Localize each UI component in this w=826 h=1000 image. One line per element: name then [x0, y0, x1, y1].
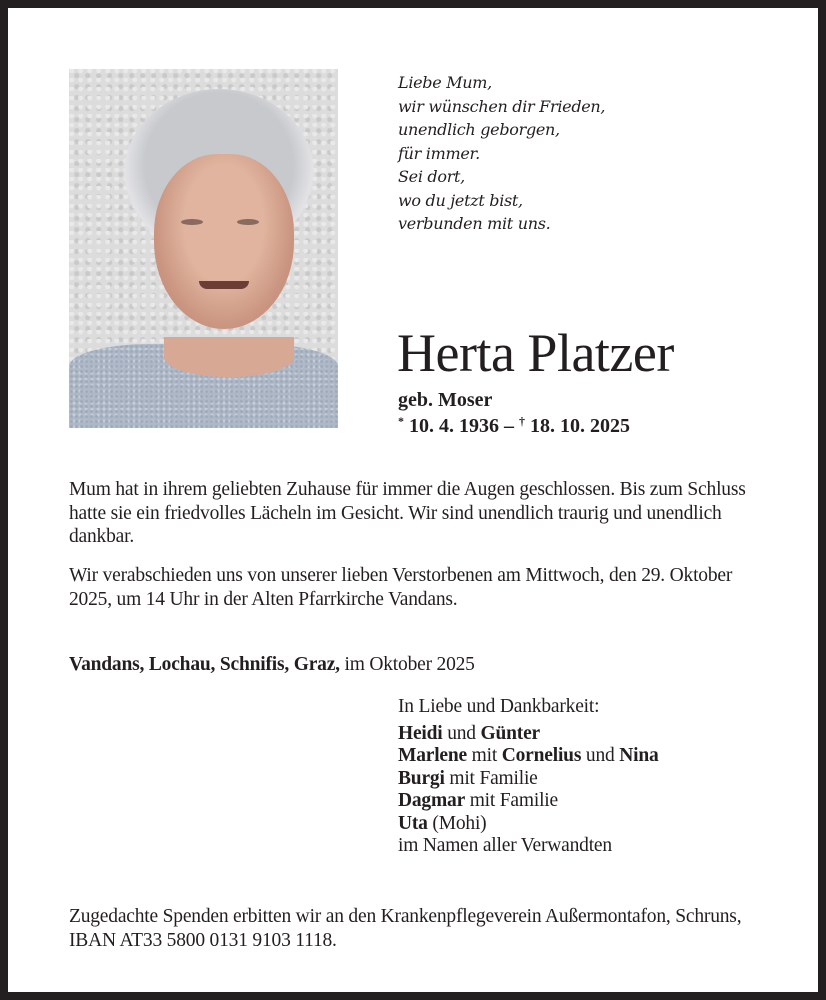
mourner-connector: und	[581, 745, 620, 766]
poem-line: wir wünschen dir Frieden,	[398, 96, 606, 116]
funeral-details-paragraph: Wir verabschieden uns von unserer lieben Verstorbenen am Mittwoch, den 29. Oktober 2025, um 14 Uhr in der Alten Pfarrkirche Vandans.	[69, 565, 733, 610]
mourner-connector: mit Familie	[444, 767, 538, 789]
obituary-sheet	[8, 8, 818, 992]
mourner-connector: mit	[466, 745, 502, 766]
poem-line: unendlich geborgen,	[398, 120, 560, 139]
maiden-name: geb. Moser	[398, 389, 493, 411]
life-dates	[398, 409, 630, 438]
deceased-name: Herta Platzer	[397, 323, 674, 383]
mourner-line	[398, 768, 659, 791]
poem-line: verbunden mit uns.	[398, 214, 551, 233]
birth-star-icon: *	[398, 414, 404, 428]
mourner-line	[398, 835, 659, 858]
mourner-list	[398, 723, 659, 858]
notice-date: im Oktober 2025	[339, 654, 475, 675]
mourner-connector: (Mohi)	[427, 812, 487, 834]
signoff-intro: In Liebe und Dankbarkeit:	[398, 696, 600, 717]
donation-note: Zugedachte Spenden erbitten wir an den Krankenpflegeverein Außermontafon, Schruns, IBAN AT33 5800 0131 9103 1118.	[69, 906, 742, 951]
photo-face	[154, 154, 294, 329]
date-separator: –	[499, 415, 519, 437]
mourner-name: Marlene	[398, 745, 467, 766]
place-date-line	[69, 653, 769, 677]
photo-neckline	[164, 337, 294, 377]
photo-eye-left	[181, 219, 203, 225]
mourner-line	[398, 790, 659, 813]
mourner-name: Burgi	[398, 767, 445, 789]
photo-eye-right	[237, 219, 259, 225]
mourner-line	[398, 813, 659, 836]
mourner-name: Nina	[619, 745, 659, 766]
mourner-name: Dagmar	[398, 790, 466, 811]
poem-line: wo du jetzt bist,	[398, 190, 523, 210]
poem-line: Liebe Mum,	[398, 73, 492, 92]
death-cross-icon: †	[519, 414, 525, 428]
mourner-connector: und	[442, 722, 481, 744]
poem-line: für immer.	[398, 143, 480, 163]
portrait-photo	[69, 69, 338, 428]
mourner-connector: im Namen aller Verwandten	[398, 835, 612, 856]
mourner-name: Günter	[480, 722, 540, 744]
mourner-name: Cornelius	[501, 745, 582, 766]
obituary-paragraph: Mum hat in ihrem geliebten Zuhause für immer die Augen geschlossen. Bis zum Schluss hatte sie ein friedvolles Lächeln im Gesicht. Wir sind unendlich traurig und unendlich dankbar.	[69, 479, 746, 547]
mourners-signoff	[398, 696, 659, 858]
death-date: 18. 10. 2025	[530, 415, 630, 437]
photo-mouth	[199, 281, 249, 289]
mourner-line	[398, 745, 659, 768]
mourner-name: Uta	[398, 812, 428, 834]
mourner-name: Heidi	[398, 722, 443, 744]
poem-line: Sei dort,	[398, 167, 465, 186]
places: Vandans, Lochau, Schnifis, Graz,	[69, 654, 340, 675]
memorial-poem	[398, 71, 605, 236]
mourner-line	[398, 723, 659, 746]
mourner-connector: mit Familie	[465, 790, 558, 811]
birth-date: 10. 4. 1936	[409, 415, 499, 437]
